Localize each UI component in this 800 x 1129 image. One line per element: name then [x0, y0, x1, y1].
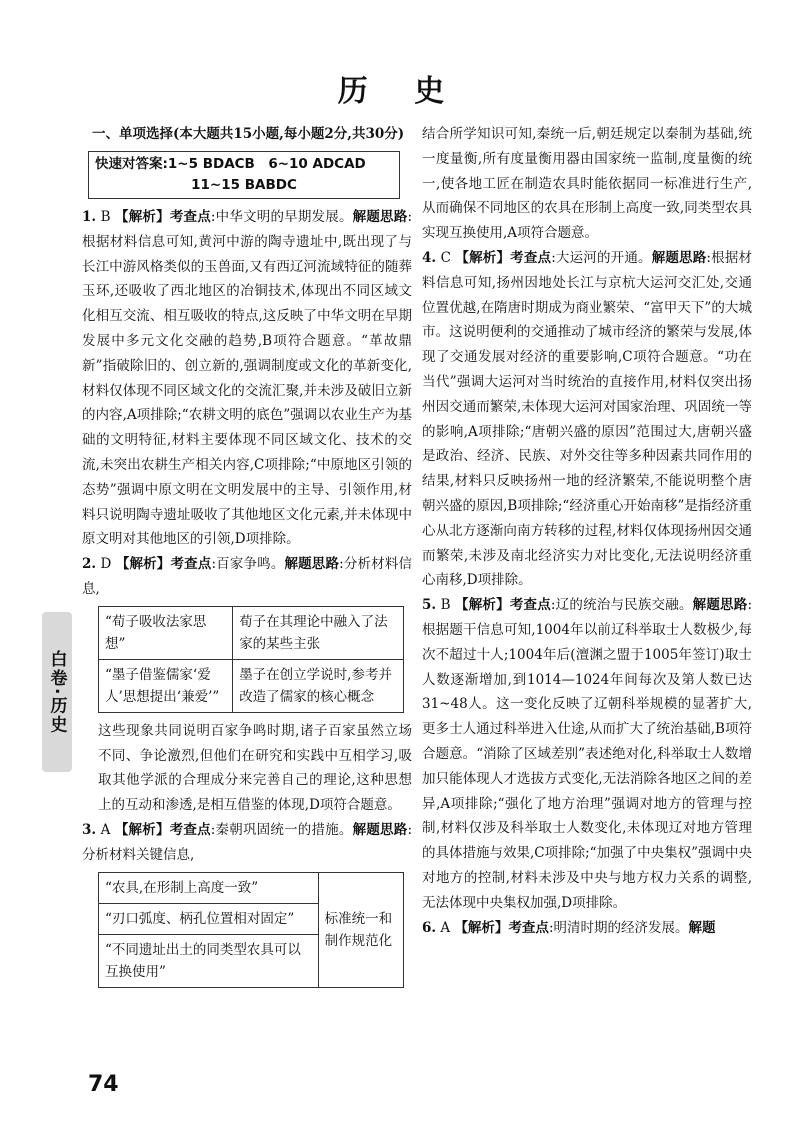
question-2: [82, 552, 412, 602]
analysis-tag: 【解析】: [115, 556, 171, 573]
table-row: [99, 606, 404, 659]
analysis-tag: 【解析】: [455, 597, 510, 614]
answer-letter: A: [100, 821, 111, 838]
answer-key-box: [88, 151, 400, 199]
path-label: 解题思路: [651, 249, 707, 266]
analysis-text: :根据材料信息可知,黄河中游的陶寺遗址中,既出现了与长江中游风格类似的玉兽面,又有西辽河流域特征的随葬玉环,还吸收了西北地区的冶铜技术,体现出不同区域文化相互交流、相互吸收的特点,这反映了中华文明在早期发展中多元文化交融的趋势,B项符合题意。“革故鼎新”指破除旧的、创立新的,强调制度或文化的革新变化,材料仅体现不同区域文化的交流汇聚,并未涉及破旧立新的内容,A项排除;“农耕文明的底色”强调以农业生产为基础的文明特征,材料主要体现不同区域文化、技术的交流,未突出农耕生产相关内容,C项排除;“中原地区引领的态势”强调中原文明在文明发展中的主导、引领作用,材料只说明陶寺遗址吸收了其他地区文化元素,并未体现中原文明对其他地区的引领,D项排除。: [82, 209, 413, 548]
question-number: 1.: [82, 209, 97, 225]
question-1: [82, 205, 412, 552]
answer-letter: C: [440, 249, 451, 266]
kp-text: :百家争鸣。: [211, 556, 285, 573]
question-number: 5.: [422, 597, 437, 614]
table-row: [99, 659, 404, 712]
path-label: 解题思路: [692, 597, 748, 614]
section-title: 一、单项选择(本大题共15小题,每小题2分,共30分): [92, 126, 405, 142]
answer-key-line-1: 快速对答案:1~5 BDACB 6~10 ADCAD: [95, 156, 366, 172]
answer-letter: A: [440, 919, 451, 936]
path-label: 解题思路: [352, 821, 408, 838]
analysis-tag: 【解析】: [114, 821, 170, 838]
question-number: 4.: [422, 249, 437, 266]
kp-text: :秦朝巩固统一的措施。: [210, 821, 353, 838]
path-label: 解题思路: [352, 209, 408, 225]
table-row: [99, 872, 404, 903]
kp-text: :大运河的开通。: [551, 249, 652, 266]
table-cell: 荀子在其理论中融入了法家的某些主张: [233, 606, 404, 659]
table-cell: “不同遗址出土的同类型农具可以互换使用”: [99, 934, 319, 987]
analysis-text: :分析材料信息,: [82, 556, 412, 597]
kp-text: :中华文明的早期发展。: [210, 209, 353, 225]
table-cell: 墨子在创立学说时,参考并改造了儒家的核心概念: [233, 659, 404, 712]
analysis-tag: 【解析】: [455, 249, 511, 266]
page-title: 历 史: [337, 74, 463, 109]
table-cell-merged: 标准统一和制作规范化: [318, 872, 403, 987]
question-6: [422, 916, 752, 941]
path-label: 解题: [688, 919, 716, 936]
right-column: [422, 122, 752, 940]
q3-info-table: [98, 872, 404, 988]
question-4: [422, 246, 752, 593]
table-cell: “墨子借鉴儒家‘爱人’思想提出‘兼爱’”: [99, 659, 233, 712]
kp-label: 考查点: [169, 821, 211, 838]
question-number: 3.: [82, 821, 97, 838]
table-cell: “刃口弧度、柄孔位置相对固定”: [99, 903, 319, 934]
analysis-text: :根据题干信息可知,1004年以前辽科举取士人数极少,每次不超过十人;1004年后(澶渊之盟于1005年签订)取士人数逐渐增加,到1014—1024年间每次及第人数已达31~48人。这一变化反映了辽朝科举规模的显著扩大,更多士人通过科举进入仕途,从而扩大了统治基础,B项符合题意。“消除了区域差别”表述绝对化,科举取士人数增加只能体现人才选拔方式变化,无法消除各地区之间的差异,A项排除;“强化了地方治理”强调对地方的管理与控制,材料仅涉及科举取士人数变化,未体现辽对地方管理的具体措施与效果,C项排除;“加强了中央集权”强调中央对地方的控制,材料未涉及中央与地方权力关系的调整,无法体现中央集权加强,D项排除。: [422, 597, 753, 911]
kp-label: 考查点: [169, 209, 211, 225]
answer-letter: D: [100, 556, 112, 573]
kp-text: :明清时期的经济发展。: [548, 919, 689, 936]
question-number: 6.: [422, 919, 437, 936]
analysis-tag: 【解析】: [115, 209, 170, 225]
q2-conclusion: 这些现象共同说明百家争鸣时期,诸子百家虽然立场不同、争论激烈,但他们在研究和实践中互相学习,吸取其他学派的合理成分来完善自己的理论,这种思想上的互动和渗透,是相互借鉴的体现,D项符合题意。: [98, 722, 412, 814]
path-label: 解题思路: [284, 556, 340, 573]
side-tab: [42, 612, 72, 772]
kp-label: 考查点: [509, 597, 551, 614]
left-column: [82, 122, 412, 994]
table-cell: “荀子吸收法家思想”: [99, 606, 233, 659]
kp-label: 考查点: [510, 249, 552, 266]
kp-label: 考查点: [508, 919, 549, 936]
analysis-text: :分析材料关键信息,: [82, 821, 412, 863]
table-cell: “农具,在形制上高度一致”: [99, 872, 319, 903]
side-tab-label: 白卷·历史: [46, 649, 67, 735]
q3-continuation: 结合所学知识可知,秦统一后,朝廷规定以秦制为基础,统一度量衡,所有度量衡用器由国家统一监制,度量衡的统一,使各地工匠在制造农具时能依据同一标准进行生产,从而确保不同地区的农具在形制上高度一致,同类型农具实现互换使用,A项符合题意。: [422, 126, 752, 242]
page-number: 74: [88, 1072, 119, 1097]
q2-info-table: [98, 606, 404, 713]
answer-letter: B: [100, 209, 111, 225]
answer-key-line-2: 11~15 BABDC: [191, 177, 297, 193]
kp-text: :辽的统治与民族交融。: [550, 597, 693, 614]
analysis-text: :根据材料信息可知,扬州因地处长江与京杭大运河交汇处,交通位置优越,在隋唐时期成为商业繁荣、“富甲天下”的大城市。这说明便利的交通推动了城市经济的繁荣与发展,体现了交通发展对经济的重要影响,C项符合题意。“功在当代”强调大运河对当时统治的直接作用,材料仅突出扬州因交通而繁荣,未体现大运河对国家治理、巩固统一等的影响,A项排除;“唐朝兴盛的原因”范围过大,唐朝兴盛是政治、经济、民族、对外交往等多种因素共同作用的结果,材料只反映扬州一地的经济繁荣,不能说明整个唐朝兴盛的原因,B项排除;“经济重心开始南移”是指经济重心从北方逐渐向南方转移的过程,材料仅体现扬州因交通而繁荣,未涉及南北经济实力对比变化,无法说明经济重心南移,D项排除。: [422, 249, 753, 589]
question-number: 2.: [82, 556, 97, 573]
question-5: [422, 593, 752, 915]
question-3: [82, 818, 412, 868]
analysis-tag: 【解析】: [454, 919, 509, 936]
kp-label: 考查点: [170, 556, 212, 573]
answer-letter: B: [440, 597, 451, 614]
